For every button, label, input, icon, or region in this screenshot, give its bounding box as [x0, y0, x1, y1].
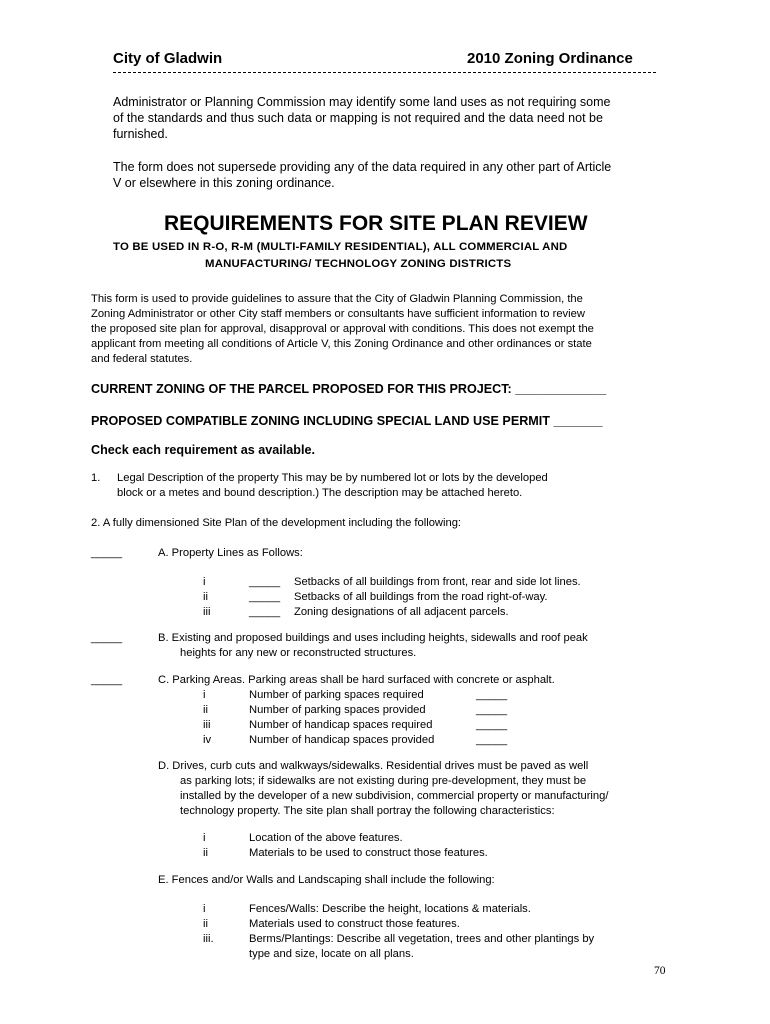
intro-p2-line1: The form does not supersede providing any of the data required in any other part of Article — [113, 160, 612, 174]
item-d-line4: technology property. The site plan shall portray the following characteristics: — [180, 805, 555, 817]
item-c-sub1-num: i — [203, 689, 206, 701]
item-a-heading: A. Property Lines as Follows: — [158, 547, 303, 559]
item-e-sub2-num: ii — [203, 918, 208, 930]
item-c-sub3-num: iii — [203, 719, 211, 731]
subtitle-line2: MANUFACTURING/ TECHNOLOGY ZONING DISTRICTS — [205, 258, 512, 270]
purpose-line3: the proposed site plan for approval, disapproval or approval with conditions. This does not exempt the — [91, 323, 594, 335]
item-a-sub2-blank: _____ — [249, 591, 281, 603]
current-zoning-line: CURRENT ZONING OF THE PARCEL PROPOSED FOR THIS PROJECT: _____________ — [91, 382, 607, 396]
check-heading: Check each requirement as available. — [91, 443, 316, 457]
header-divider — [113, 72, 656, 73]
item-d-line3: installed by the developer of a new subdivision, commercial property or manufacturing/ — [180, 790, 609, 802]
page-number: 70 — [654, 965, 666, 977]
item-e-sub1-text: Fences/Walls: Describe the height, locations & materials. — [249, 903, 531, 915]
item-a-sub2-text: Setbacks of all buildings from the road right-of-way. — [294, 591, 548, 603]
item-a-sub1-blank: _____ — [249, 576, 281, 588]
item-c-heading: C. Parking Areas. Parking areas shall be hard surfaced with concrete or asphalt. — [158, 674, 555, 686]
item-c-sub2-text: Number of parking spaces provided — [249, 704, 426, 716]
header-right: 2010 Zoning Ordinance — [467, 50, 633, 67]
purpose-line4: applicant from meeting all conditions of Article V, this Zoning Ordinance and other ordinances or state — [91, 338, 592, 350]
item-c-sub3-text: Number of handicap spaces required — [249, 719, 433, 731]
item-e-sub3-num: iii. — [203, 933, 214, 945]
item-a-sub1-text: Setbacks of all buildings from front, rear and side lot lines. — [294, 576, 581, 588]
item-a-sub3-text: Zoning designations of all adjacent parcels. — [294, 606, 509, 618]
item-b-line2: heights for any new or reconstructed structures. — [180, 647, 417, 659]
subtitle-line1: TO BE USED IN R-O, R-M (MULTI-FAMILY RESIDENTIAL), ALL COMMERCIAL AND — [113, 241, 568, 253]
item1-number: 1. — [91, 472, 101, 484]
item-e-sub3-line2: type and size, locate on all plans. — [249, 948, 414, 960]
item-d-line1: D. Drives, curb cuts and walkways/sidewalks. Residential drives must be paved as well — [158, 760, 589, 772]
item-c-sub1-blank: _____ — [476, 689, 508, 701]
intro-p1-line1: Administrator or Planning Commission may identify some land uses as not requiring some — [113, 95, 611, 109]
purpose-line5: and federal statutes. — [91, 353, 193, 365]
item-e-sub1-num: i — [203, 903, 206, 915]
item-d-line2: as parking lots; if sidewalks are not existing during pre-development, they must be — [180, 775, 587, 787]
purpose-line2: Zoning Administrator or other City staff members or consultants have sufficient information to review — [91, 308, 585, 320]
item-a-sub3-blank: _____ — [249, 606, 281, 618]
purpose-line1: This form is used to provide guidelines to assure that the City of Gladwin Planning Commission, the — [91, 293, 583, 305]
item-d-sub1-text: Location of the above features. — [249, 832, 403, 844]
item-c-sub4-text: Number of handicap spaces provided — [249, 734, 435, 746]
item-b-blank: _____ — [91, 632, 123, 644]
item-b-line1: B. Existing and proposed buildings and uses including heights, sidewalls and roof peak — [158, 632, 588, 644]
item-d-sub1-num: i — [203, 832, 206, 844]
item1-line2: block or a metes and bound description.) The description may be attached hereto. — [117, 487, 523, 499]
item1-line1: Legal Description of the property This may be by numbered lot or lots by the developed — [117, 472, 548, 484]
item-e-sub2-text: Materials used to construct those features. — [249, 918, 460, 930]
item-d-sub2-num: ii — [203, 847, 208, 859]
item-c-sub2-blank: _____ — [476, 704, 508, 716]
intro-p1-line3: furnished. — [113, 127, 168, 141]
item-c-blank: _____ — [91, 674, 123, 686]
item-c-sub3-blank: _____ — [476, 719, 508, 731]
proposed-zoning-line: PROPOSED COMPATIBLE ZONING INCLUDING SPECIAL LAND USE PERMIT _______ — [91, 414, 603, 428]
item-c-sub4-blank: _____ — [476, 734, 508, 746]
item-e-heading: E. Fences and/or Walls and Landscaping shall include the following: — [158, 874, 495, 886]
item-c-sub1-text: Number of parking spaces required — [249, 689, 424, 701]
item-a-sub3-num: iii — [203, 606, 211, 618]
intro-p2-line2: V or elsewhere in this zoning ordinance. — [113, 176, 335, 190]
item-c-sub2-num: ii — [203, 704, 208, 716]
page-title: REQUIREMENTS FOR SITE PLAN REVIEW — [164, 212, 588, 235]
item-e-sub3-text: Berms/Plantings: Describe all vegetation, trees and other plantings by — [249, 933, 595, 945]
item-a-blank: _____ — [91, 547, 123, 559]
item-c-sub4-num: iv — [203, 734, 212, 746]
item-a-sub2-num: ii — [203, 591, 208, 603]
item2-line: 2. A fully dimensioned Site Plan of the development including the following: — [91, 517, 462, 529]
item-a-sub1-num: i — [203, 576, 206, 588]
intro-p1-line2: of the standards and thus such data or mapping is not required and the data need not be — [113, 111, 603, 125]
item-d-sub2-text: Materials to be used to construct those features. — [249, 847, 488, 859]
header-left: City of Gladwin — [113, 50, 223, 67]
